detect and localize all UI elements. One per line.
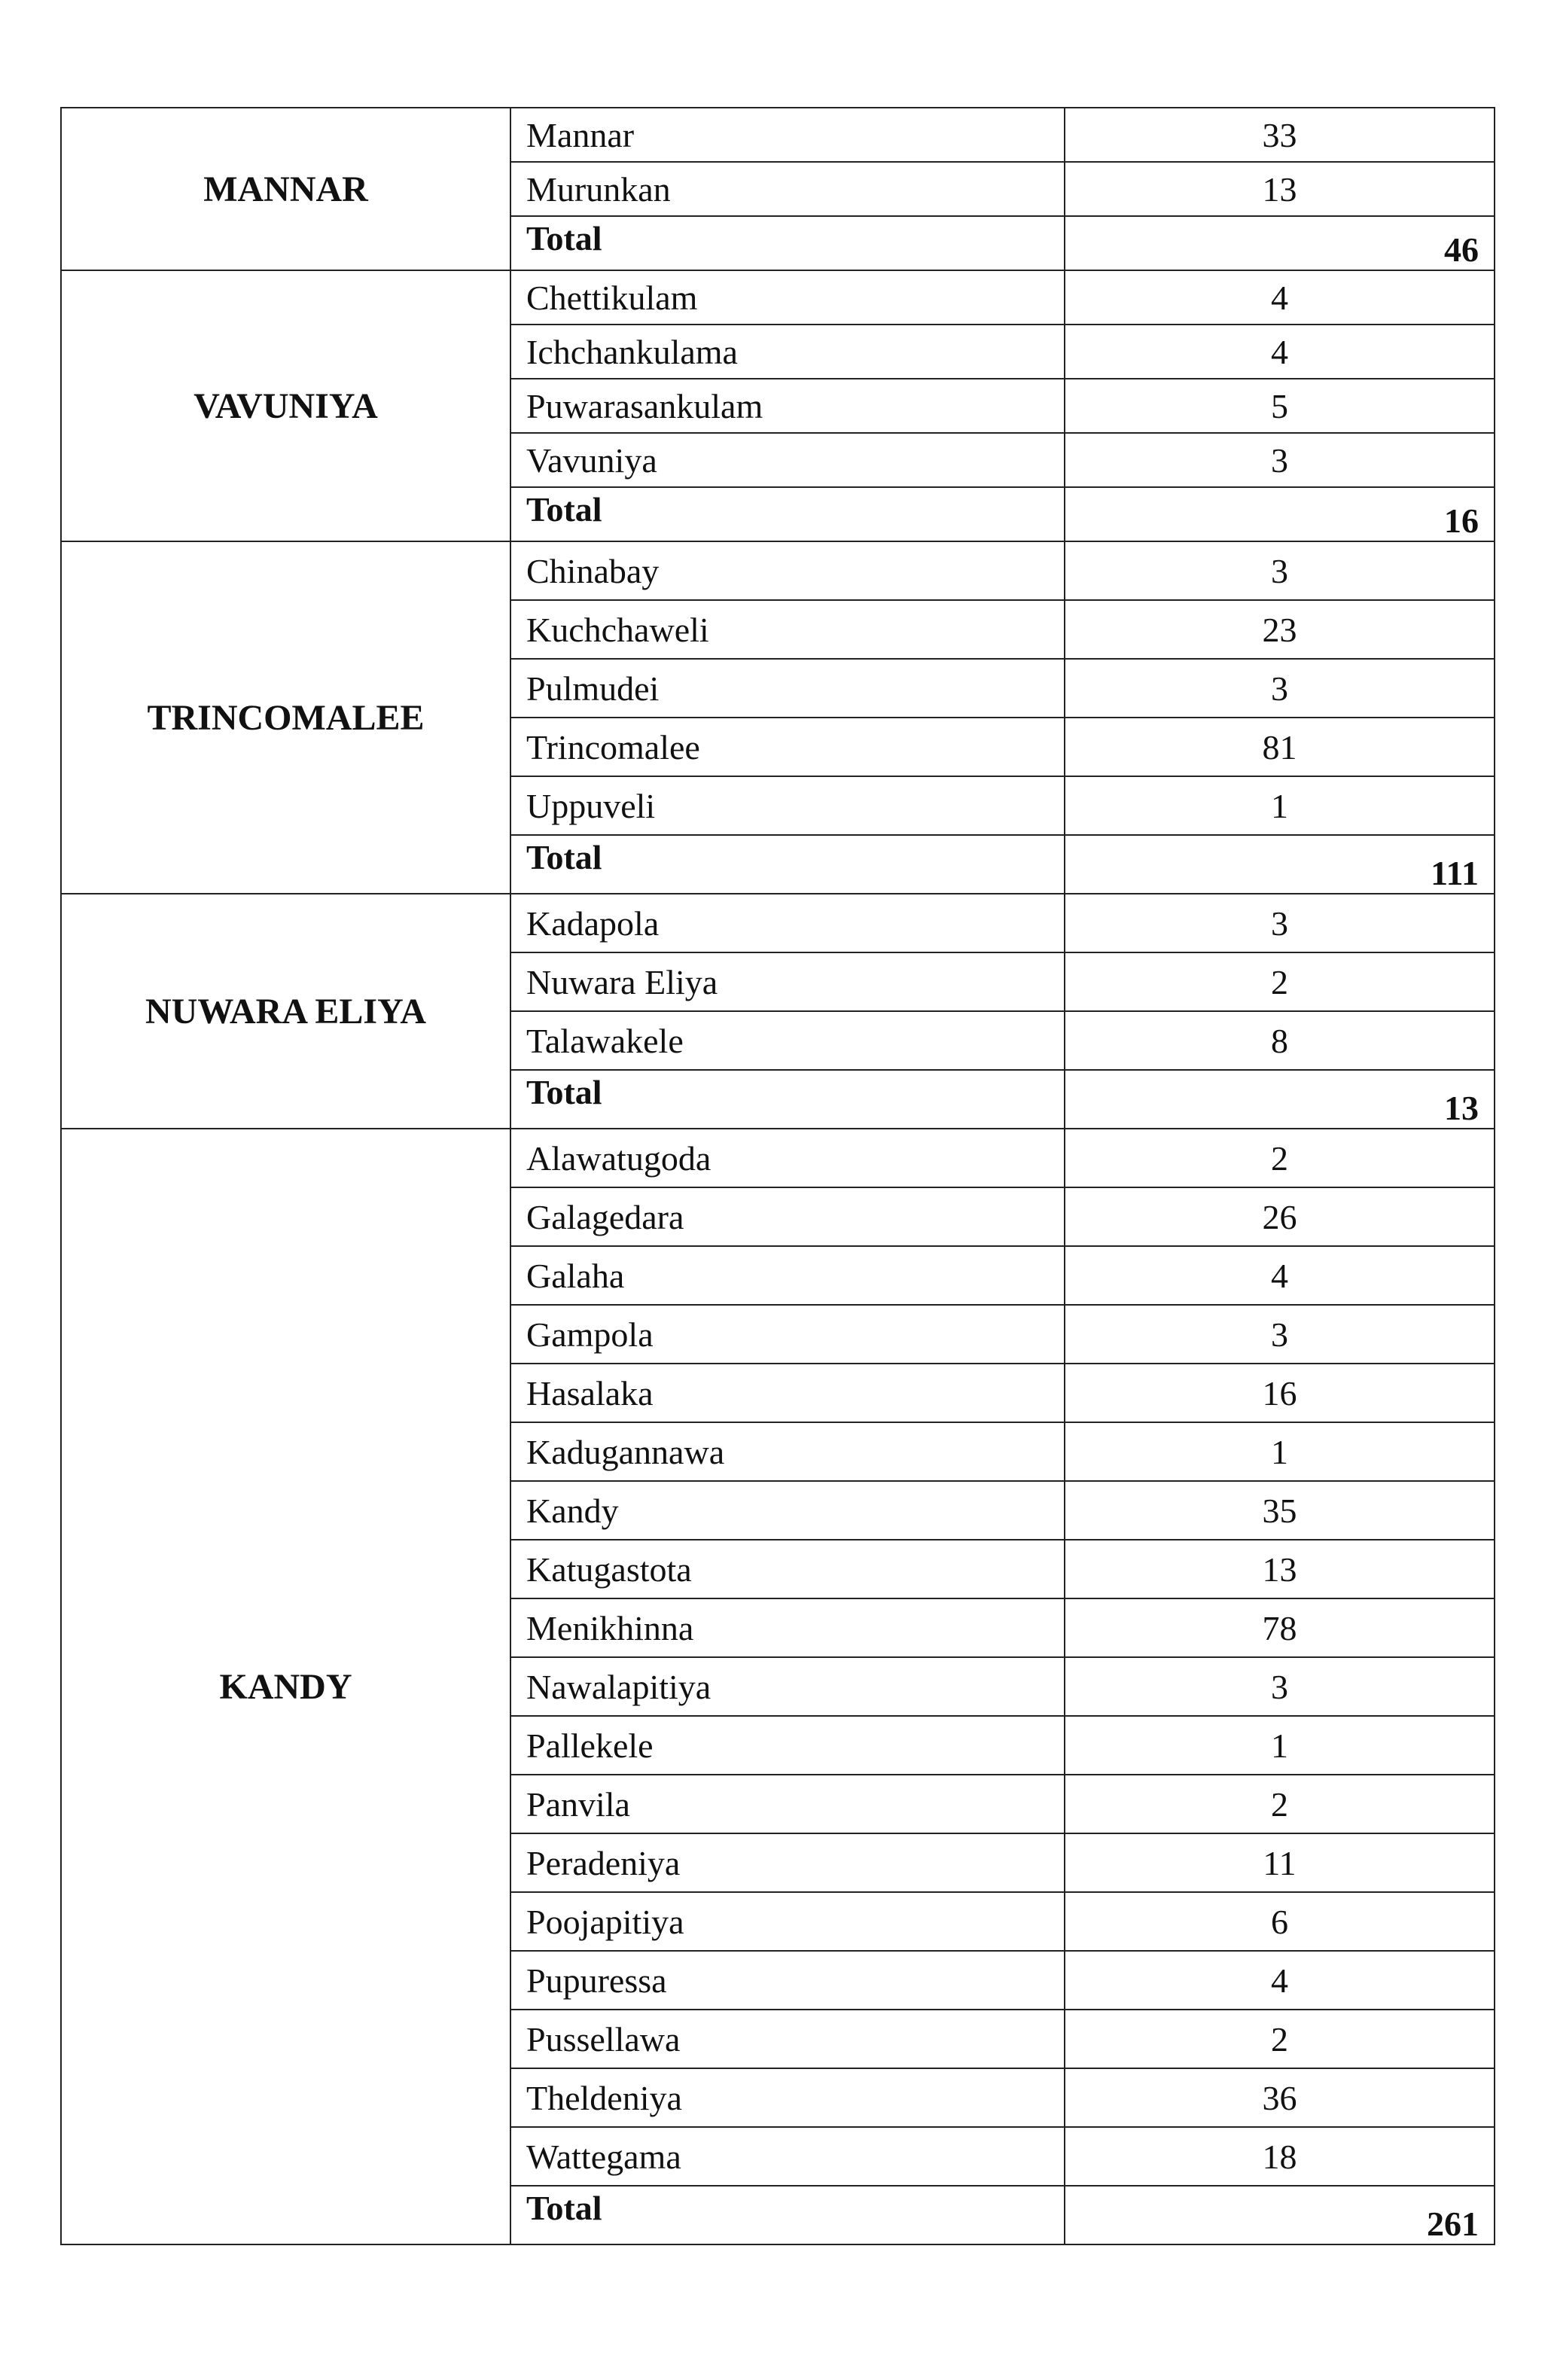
total-label: Total	[510, 487, 1065, 541]
location-count: 6	[1065, 1892, 1495, 1951]
location-count: 3	[1065, 894, 1495, 952]
location-name: Panvila	[510, 1775, 1065, 1833]
total-label: Total	[510, 1070, 1065, 1129]
table-row	[61, 108, 1495, 162]
location-count: 18	[1065, 2127, 1495, 2186]
location-count: 13	[1065, 1540, 1495, 1598]
location-count: 11	[1065, 1833, 1495, 1892]
location-name: Pussellawa	[510, 2010, 1065, 2068]
location-name: Theldeniya	[510, 2068, 1065, 2127]
district-name: NUWARA ELIYA	[61, 894, 510, 1129]
location-name: Nuwara Eliya	[510, 952, 1065, 1011]
location-count: 4	[1065, 270, 1495, 325]
location-name: Peradeniya	[510, 1833, 1065, 1892]
location-name: Kadugannawa	[510, 1422, 1065, 1481]
total-label: Total	[510, 216, 1065, 270]
location-name: Poojapitiya	[510, 1892, 1065, 1951]
location-count: 13	[1065, 162, 1495, 216]
total-label: Total	[510, 2186, 1065, 2244]
table-body	[61, 108, 1495, 2244]
district-total-value: 46	[1065, 216, 1495, 270]
location-name: Murunkan	[510, 162, 1065, 216]
location-name: Kuchchaweli	[510, 600, 1065, 659]
location-count: 33	[1065, 108, 1495, 162]
location-count: 4	[1065, 325, 1495, 379]
district-name: KANDY	[61, 1129, 510, 2244]
location-name: Trincomalee	[510, 718, 1065, 776]
location-count: 3	[1065, 541, 1495, 600]
location-name: Vavuniya	[510, 433, 1065, 487]
table-row	[61, 1129, 1495, 1187]
location-count: 2	[1065, 952, 1495, 1011]
location-count: 16	[1065, 1364, 1495, 1422]
district-name: MANNAR	[61, 108, 510, 270]
location-name: Alawatugoda	[510, 1129, 1065, 1187]
location-name: Chettikulam	[510, 270, 1065, 325]
location-name: Puwarasankulam	[510, 379, 1065, 433]
location-name: Katugastota	[510, 1540, 1065, 1598]
location-name: Pallekele	[510, 1716, 1065, 1775]
table-row	[61, 894, 1495, 952]
location-count: 1	[1065, 1422, 1495, 1481]
location-count: 36	[1065, 2068, 1495, 2127]
location-count: 2	[1065, 1129, 1495, 1187]
table-row	[61, 270, 1495, 325]
district-name: VAVUNIYA	[61, 270, 510, 541]
location-count: 8	[1065, 1011, 1495, 1070]
location-name: Wattegama	[510, 2127, 1065, 2186]
location-count: 1	[1065, 1716, 1495, 1775]
location-name: Gampola	[510, 1305, 1065, 1364]
location-name: Chinabay	[510, 541, 1065, 600]
location-name: Galaha	[510, 1246, 1065, 1305]
location-name: Talawakele	[510, 1011, 1065, 1070]
location-name: Pupuressa	[510, 1951, 1065, 2010]
location-count: 3	[1065, 1305, 1495, 1364]
district-name: TRINCOMALEE	[61, 541, 510, 894]
location-name: Hasalaka	[510, 1364, 1065, 1422]
location-count: 81	[1065, 718, 1495, 776]
district-total-value: 13	[1065, 1070, 1495, 1129]
location-count: 35	[1065, 1481, 1495, 1540]
district-total-value: 16	[1065, 487, 1495, 541]
location-count: 1	[1065, 776, 1495, 835]
total-label: Total	[510, 835, 1065, 894]
location-name: Kandy	[510, 1481, 1065, 1540]
location-name: Kadapola	[510, 894, 1065, 952]
table-row	[61, 541, 1495, 600]
location-count: 3	[1065, 659, 1495, 718]
location-name: Pulmudei	[510, 659, 1065, 718]
location-count: 5	[1065, 379, 1495, 433]
district-total-value: 111	[1065, 835, 1495, 894]
location-count: 2	[1065, 2010, 1495, 2068]
location-count: 23	[1065, 600, 1495, 659]
location-name: Nawalapitiya	[510, 1657, 1065, 1716]
location-count: 3	[1065, 1657, 1495, 1716]
location-count: 26	[1065, 1187, 1495, 1246]
location-count: 4	[1065, 1246, 1495, 1305]
location-count: 2	[1065, 1775, 1495, 1833]
location-name: Mannar	[510, 108, 1065, 162]
location-name: Uppuveli	[510, 776, 1065, 835]
district-table	[60, 107, 1495, 2245]
location-count: 4	[1065, 1951, 1495, 2010]
district-total-value: 261	[1065, 2186, 1495, 2244]
location-name: Galagedara	[510, 1187, 1065, 1246]
location-count: 3	[1065, 433, 1495, 487]
location-name: Ichchankulama	[510, 325, 1065, 379]
location-count: 78	[1065, 1598, 1495, 1657]
location-name: Menikhinna	[510, 1598, 1065, 1657]
